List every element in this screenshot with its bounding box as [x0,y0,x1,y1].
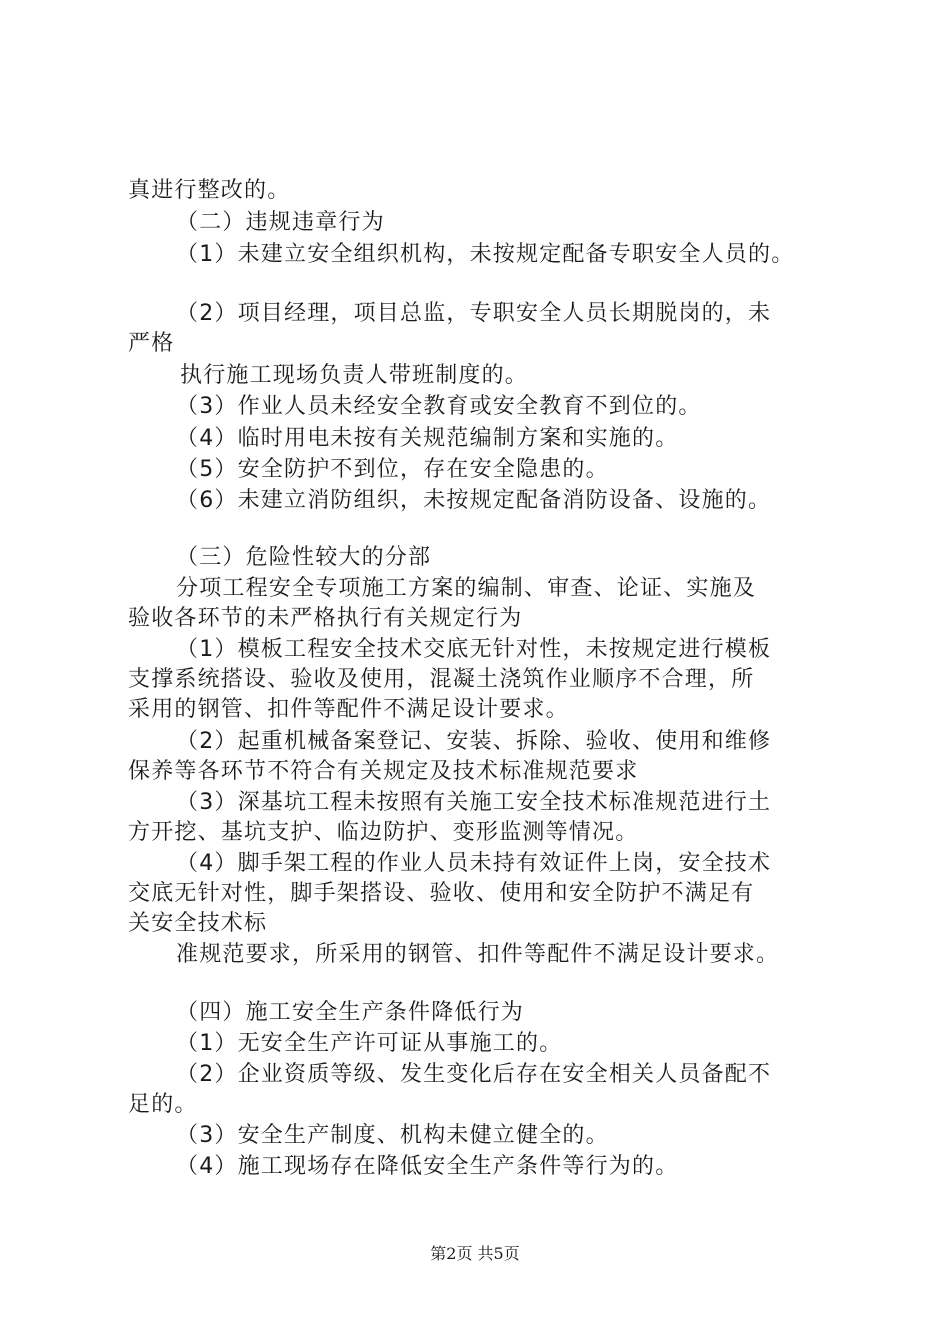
text-line-3: （1）未建立安全组织机构，未按规定配备专职安全人员的。 [176,242,795,267]
text-line-12: 分项工程安全专项施工方案的编制、审查、论证、实施及 [176,576,757,601]
section-heading-2: （二）违规违章行为 [176,210,385,235]
text-line-30: （4）施工现场存在降低安全生产条件等行为的。 [176,1154,679,1179]
text-line-22: 交底无针对性，脚手架搭设、验收、使用和安全防护不满足有 [128,881,755,906]
text-line-5: 严格 [128,331,175,356]
text-line-26: （1）无安全生产许可证从事施工的。 [176,1031,563,1056]
text-line-19: （3）深基坑工程未按照有关施工安全技术标准规范进行土 [176,790,772,815]
text-line-27: （2）企业资质等级、发生变化后存在安全相关人员备配不 [176,1062,772,1087]
text-line-10: （6）未建立消防组织，未按规定配备消防设备、设施的。 [176,488,772,513]
text-line-13: 验收各环节的未严格执行有关规定行为 [128,606,523,631]
section-heading-4: （四）施工安全生产条件降低行为 [176,1000,525,1025]
text-line-6: 执行施工现场负责人带班制度的。 [180,363,529,388]
page-number-footer: 第2页 共5页 [430,1244,520,1263]
text-line-16: 采用的钢管、扣件等配件不满足设计要求。 [128,697,569,722]
text-line-1: 真进行整改的。 [128,178,291,203]
text-line-8: （4）临时用电未按有关规范编制方案和实施的。 [176,426,679,451]
text-line-14: （1）模板工程安全技术交底无针对性，未按规定进行模板 [176,637,772,662]
text-line-23: 关安全技术标 [128,911,268,936]
text-line-20: 方开挖、基坑支护、临边防护、变形监测等情况。 [128,820,639,845]
text-line-29: （3）安全生产制度、机构未健立健全的。 [176,1123,609,1148]
text-line-4: （2）项目经理，项目总监，专职安全人员长期脱岗的，未 [176,301,772,326]
text-line-7: （3）作业人员未经安全教育或安全教育不到位的。 [176,394,702,419]
text-line-15: 支撑系统搭设、验收及使用，混凝土浇筑作业顺序不合理，所 [128,667,755,692]
text-line-21: （4）脚手架工程的作业人员未持有效证件上岗，安全技术 [176,851,772,876]
text-line-24: 准规范要求，所采用的钢管、扣件等配件不满足设计要求。 [176,942,780,967]
text-line-28: 足的。 [128,1092,198,1117]
text-line-18: 保养等各环节不符合有关规定及技术标准规范要求 [128,759,639,784]
text-line-9: （5）安全防护不到位，存在安全隐患的。 [176,457,609,482]
section-heading-3: （三）危险性较大的分部 [176,545,432,570]
text-line-17: （2）起重机械备案登记、安装、拆除、验收、使用和维修 [176,729,772,754]
